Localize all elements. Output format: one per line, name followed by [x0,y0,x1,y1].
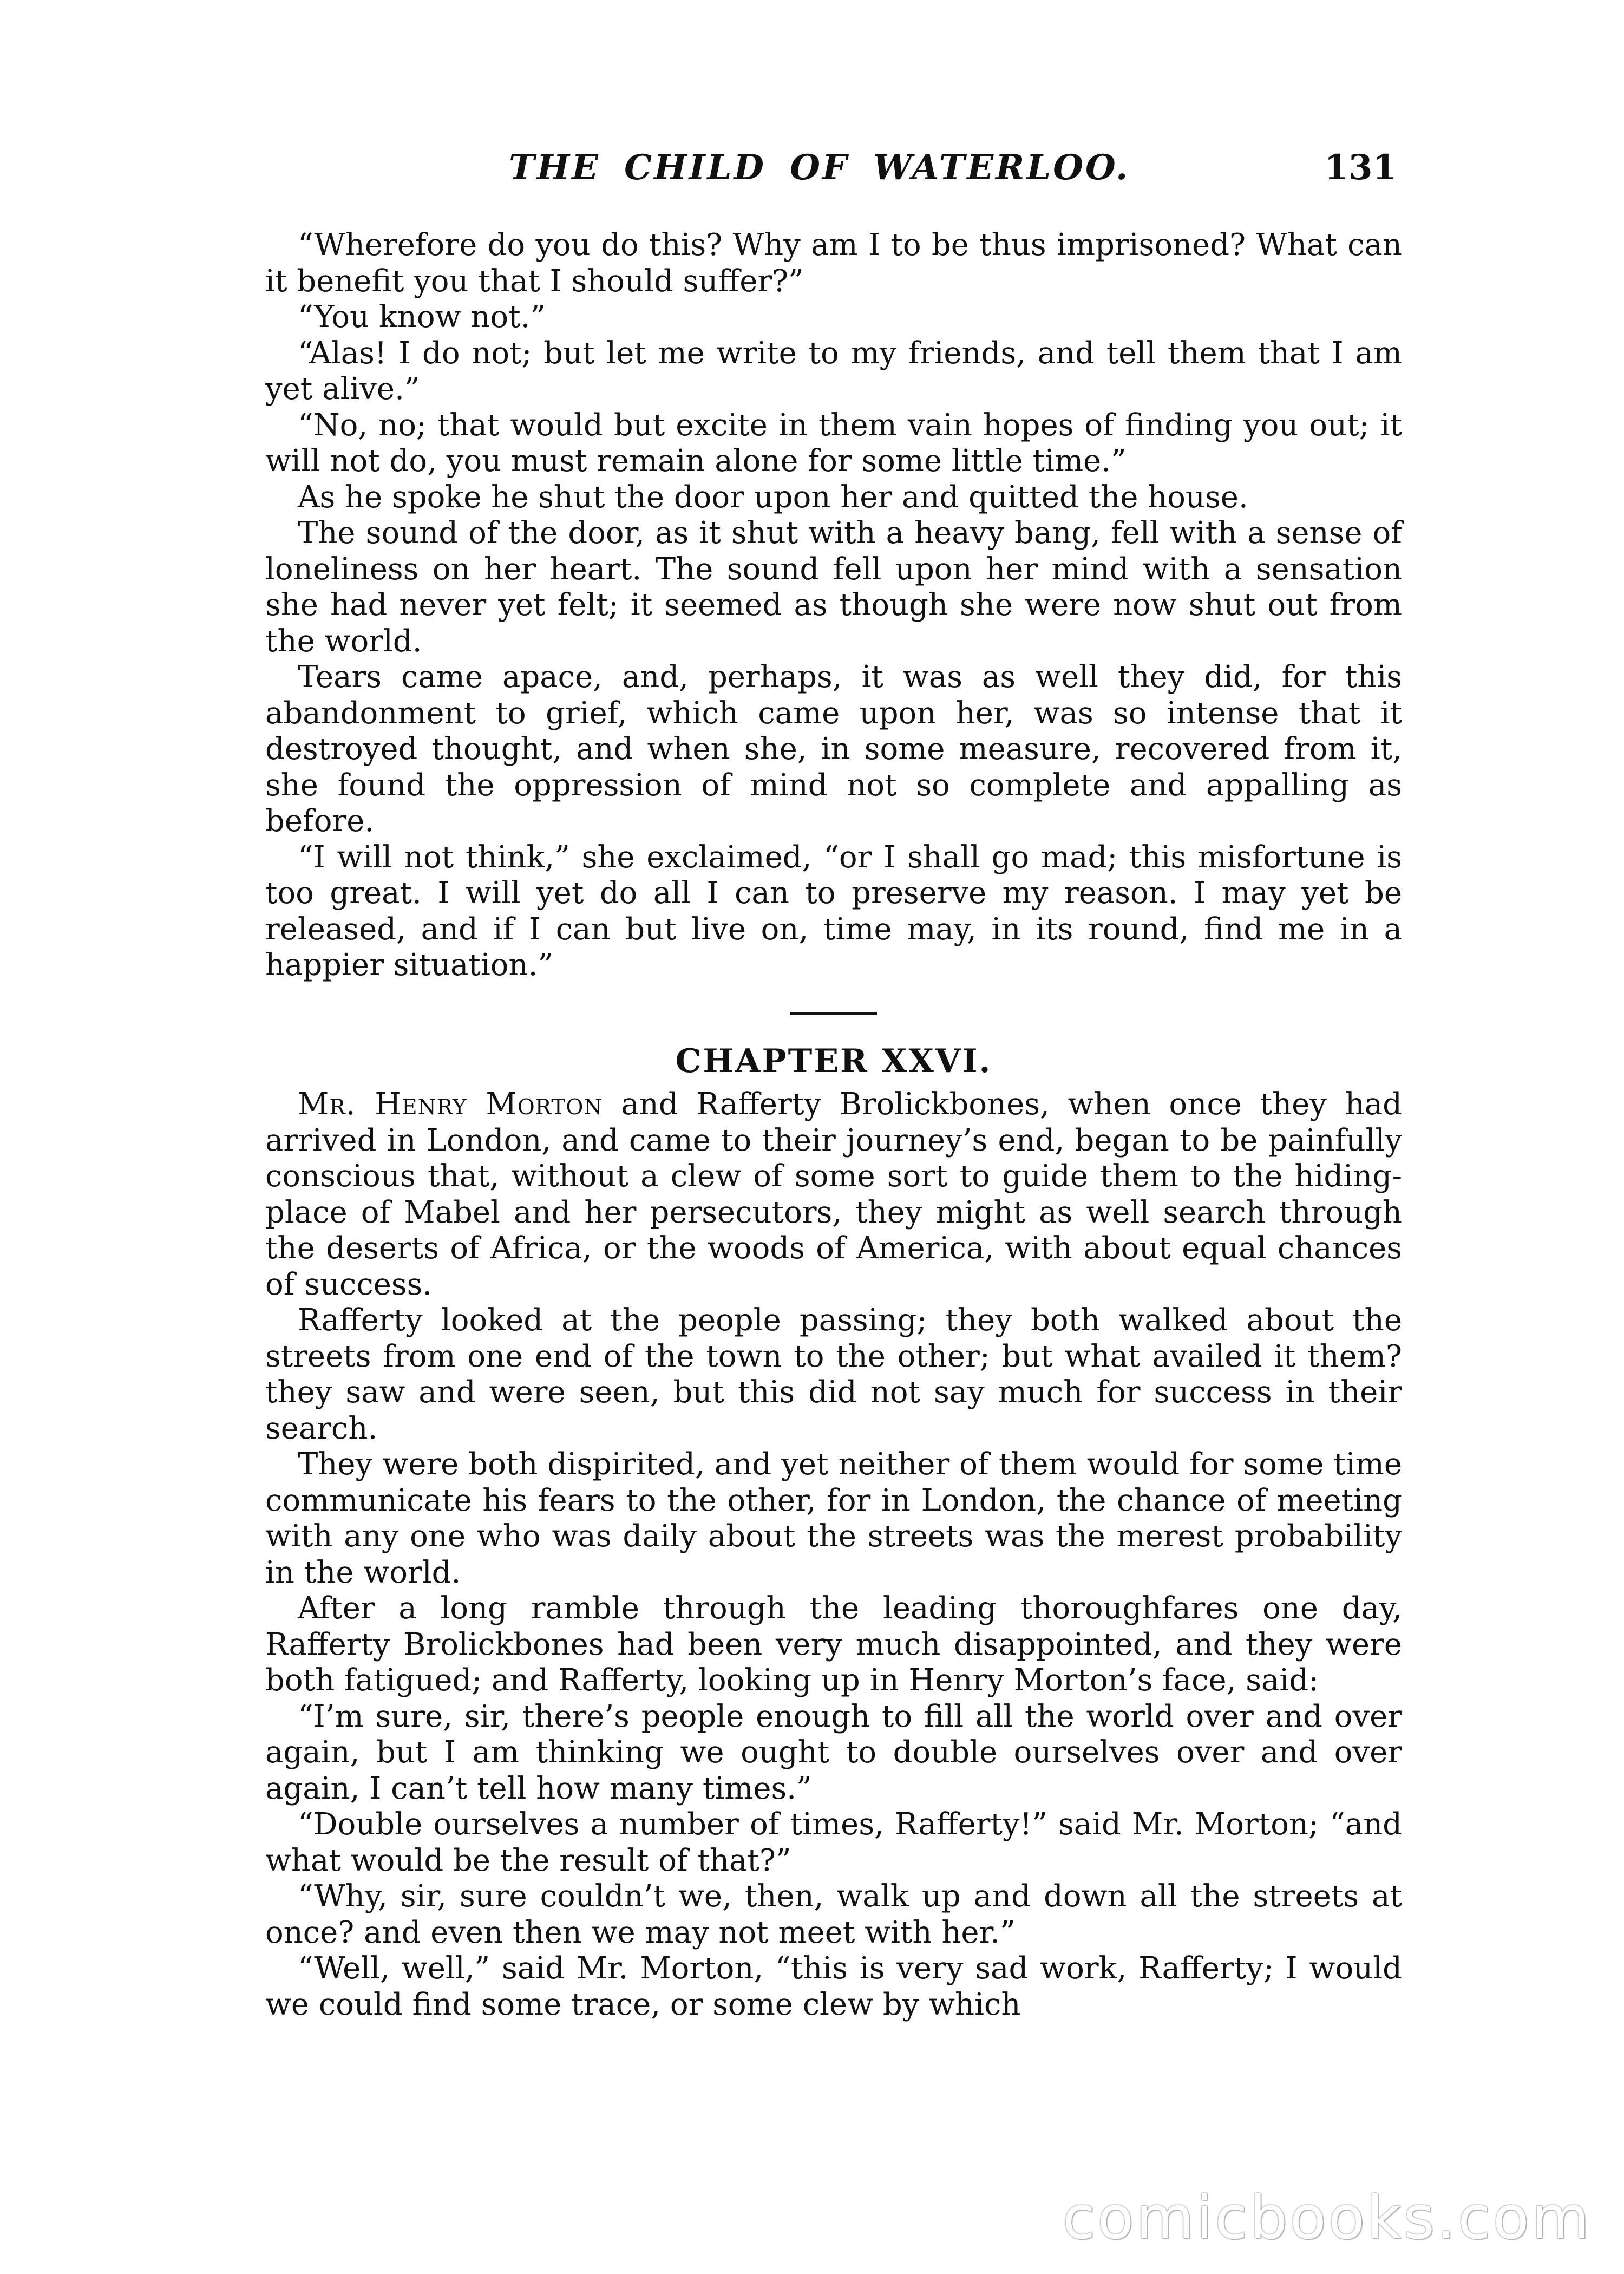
paragraph: “Double ourselves a number of times, Rafferty!” said Mr. Morton; “and what would be the result of that?” [265,1807,1402,1878]
paragraph: As he spoke he shut the door upon her and quitted the house. [298,479,1248,515]
running-title: THE CHILD OF WATERLOO. [509,147,1130,188]
paragraph: Tears came apace, and, perhaps, it was as well they did, for this abandonment to grief, which came upon her, was so intense that it destroyed thought, and when she, in some measure, recovered from it, she found the oppression of mind not so complete and appalling as before. [265,659,1402,839]
text-body [265,227,1402,2023]
chapter-opening-paragraph [265,1087,1402,1303]
paragraph: Rafferty looked at the people passing; they both walked about the streets from one end of the town to the other; but what availed it them? they saw and were seen, but this did not say much for success in their search. [265,1303,1402,1446]
section-divider [790,1012,877,1015]
opening-text: and Rafferty Brolickbones, when once they had arrived in London, and came to their journey’s end, began to be painfully conscious that, without a clew of some sort to guide them to the hiding-place of Mabel and her persecutors, they might as well search through the deserts of Africa, or the woods of America, with about equal chances of success. [265,1087,1402,1302]
opening-smallcaps: Mr. Henry Morton [298,1087,603,1122]
paragraph: “I’m sure, sir, there’s people enough to fill all the world over and over again, but I am thinking we ought to double ourselves over and over again, I can’t tell how many times.” [265,1698,1402,1806]
paragraph: They were both dispirited, and yet neither of them would for some time communicate his fears to the other, for in London, the chance of meeting with any one who was daily about the streets was the merest probability in the world. [265,1447,1402,1590]
paragraph: “Alas! I do not; but let me write to my friends, and tell them that I am yet alive.” [265,335,1402,407]
chapter-heading: CHAPTER XXVI. [675,1042,992,1080]
page-number: 131 [1324,147,1397,188]
paragraph: “I will not think,” she exclaimed, “or I shall go mad; this misfortune is too great. I will yet do all I can to preserve my reason. I may yet be released, and if I can but live on, time may, in its round, find me in a happier situation.” [265,839,1402,983]
paragraph: After a long ramble through the leading thoroughfares one day, Rafferty Brolickbones had been very much disappointed, and they were both fatigued; and Rafferty, looking up in Henry Morton’s face, said: [265,1591,1402,1698]
paragraph: “Why, sir, sure couldn’t we, then, walk up and down all the streets at once? and even then we may not meet with her.” [265,1879,1402,1950]
paragraph: The sound of the door, as it shut with a heavy bang, fell with a sense of loneliness on her heart. The sound fell upon her mind with a sensation she had never yet felt; it seemed as though she were now shut out from the world. [265,515,1402,659]
paragraph: “No, no; that would but excite in them vain hopes of finding you out; it will not do, you must remain alone for some little time.” [265,407,1402,479]
watermark: comicbooks.com [1062,2183,1592,2252]
paragraph: “You know not.” [298,299,546,335]
paragraph: “Wherefore do you do this? Why am I to be thus imprisoned? What can it benefit you that I should suffer?” [265,227,1402,299]
paragraph: “Well, well,” said Mr. Morton, “this is very sad work, Rafferty; I would we could find some trace, or some clew by which [265,1951,1402,2022]
running-head [265,147,1397,196]
